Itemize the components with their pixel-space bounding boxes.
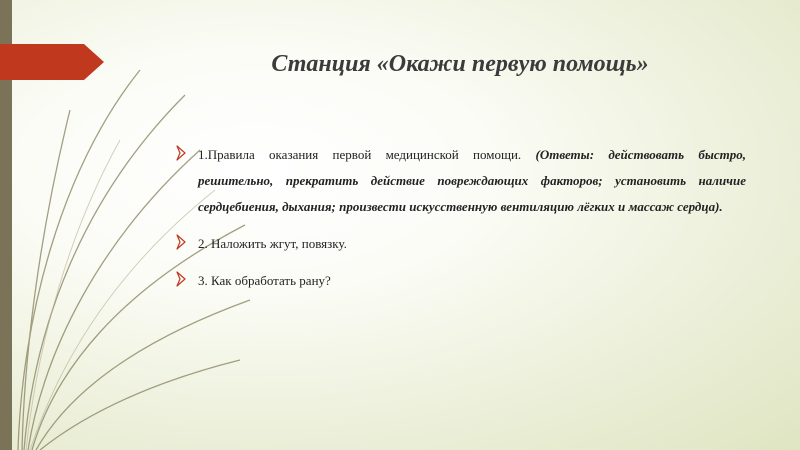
list-item	[176, 142, 746, 220]
arrowhead-bullet-icon	[176, 234, 186, 250]
red-arrow-icon	[0, 0, 110, 450]
question-text: 1.Правила оказания первой медицинской помощи.	[198, 147, 536, 162]
answer-text: (Ответы: действовать быстро, решительно, прекратить действие повреждающих факторов; установить наличие сердцебиения, дыхания; произвести искусственную вентиляцию лёгких и массаж сердца).	[198, 147, 746, 214]
list-item-text	[198, 142, 746, 220]
list-item-text: 2. Наложить жгут, повязку.	[198, 236, 347, 251]
arrowhead-bullet-icon	[176, 145, 186, 161]
list-item	[176, 268, 746, 294]
slide-title: Станция «Окажи первую помощь»	[271, 51, 649, 77]
list-item-text: 3. Как обработать рану?	[198, 273, 331, 288]
list-item	[176, 231, 746, 257]
content-list	[176, 142, 746, 305]
arrowhead-bullet-icon	[176, 271, 186, 287]
